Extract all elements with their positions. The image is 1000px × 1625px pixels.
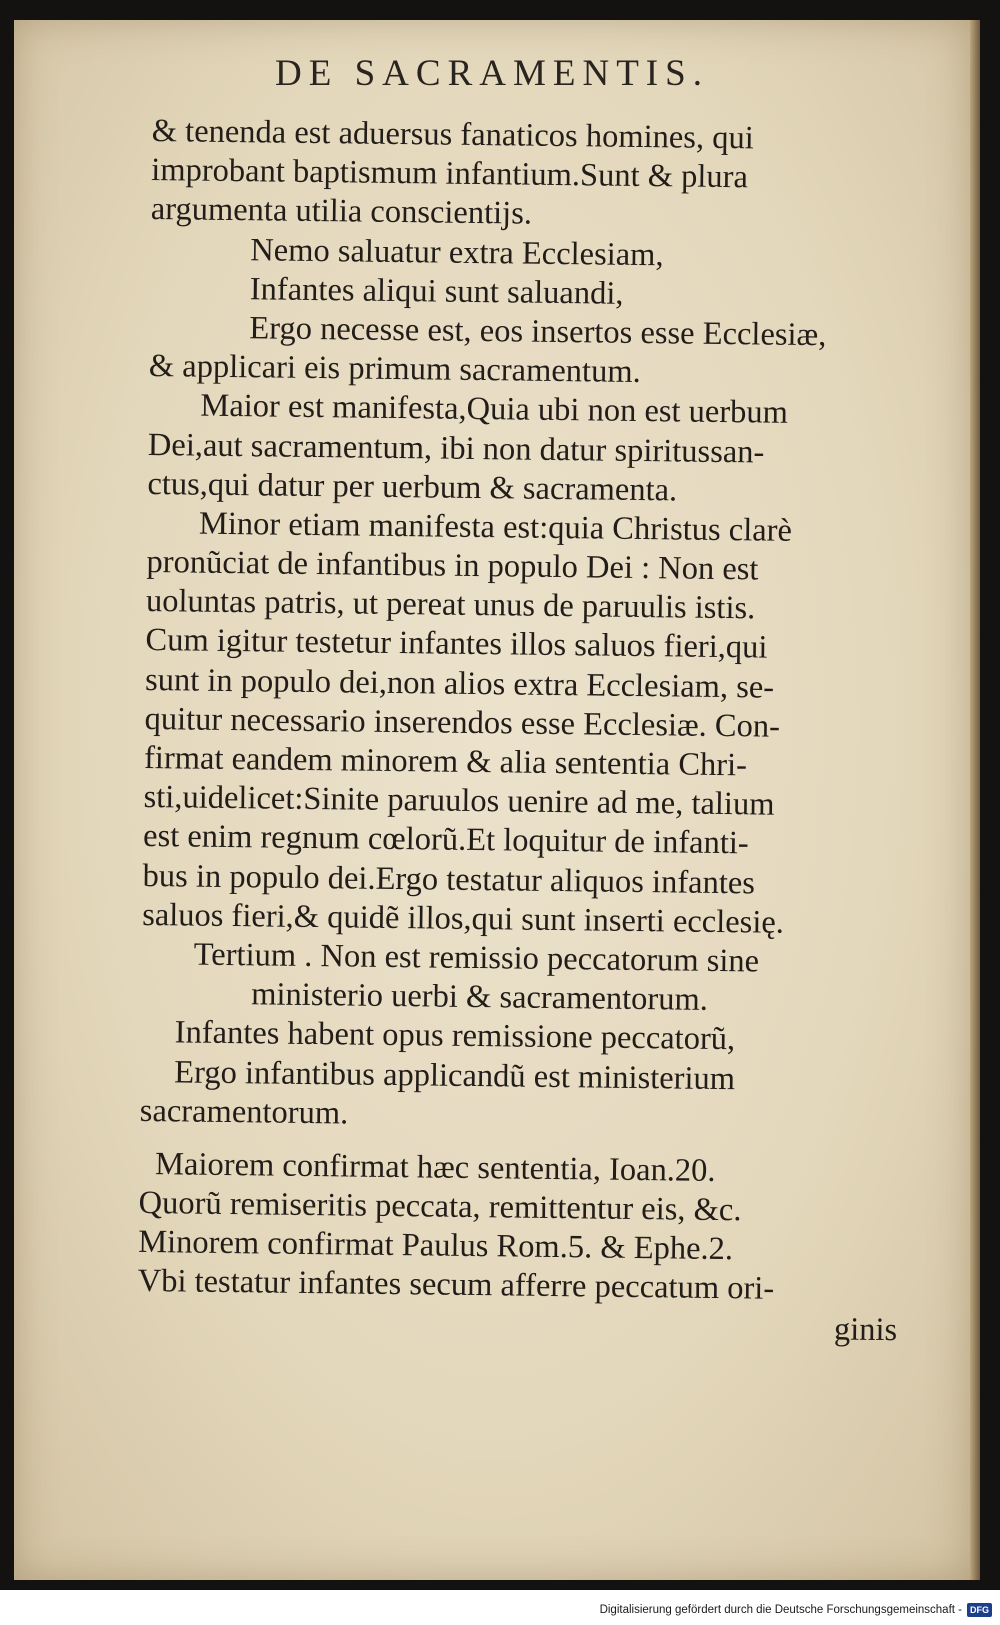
text-line: sti,uidelicet:Sinite paruulos uenire ad me, talium — [143, 779, 775, 823]
text-line: ministerio uerbi & sacramentorum. — [251, 976, 709, 1018]
book-page — [14, 20, 980, 1580]
text-line: Minor etiam manifesta est:quia Christus clarè — [198, 505, 793, 549]
text-line: Vbi testatur infantes secum afferre peccatum ori- — [137, 1263, 775, 1308]
text-line: pronũciat de infantibus in populo Dei : Non est — [146, 544, 759, 588]
text-line: Ergo necesse est, eos insertos esse Ecclesiæ, — [249, 310, 827, 354]
text-line: sacramentorum. — [139, 1092, 349, 1132]
text-line: Nemo saluatur extra Ecclesiam, — [250, 231, 664, 273]
text-line: & applicari eis primum sacramentum. — [148, 348, 641, 391]
text-line: improbant baptismum infantium.Sunt & plura — [151, 152, 749, 196]
credit-text: Digitalisierung gefördert durch die Deutsche Forschungsgemeinschaft - — [599, 1604, 962, 1616]
text-line: Infantes aliqui sunt saluandi, — [249, 270, 624, 312]
text-line: quitur necessario inserendos esse Ecclesiæ. Con- — [144, 700, 781, 745]
text-line: firmat eandem minorem & alia sententia Chri- — [143, 739, 748, 784]
text-line: est enim regnum cœlorũ.Et loquitur de infanti- — [142, 818, 749, 862]
text-line: sunt in populo dei,non alios extra Ecclesiam, se- — [144, 661, 775, 706]
text-line: uoluntas patris, ut pereat unus de paruulis istis. — [145, 583, 756, 627]
text-line: Dei,aut sacramentum, ibi non datur spiritussan- — [147, 426, 765, 471]
text-line: Maior est manifesta,Quia ubi non est uerbum — [200, 387, 789, 432]
text-line: & tenenda est aduersus fanaticos homines, qui — [151, 112, 754, 157]
dfg-logo: DFG — [967, 1603, 992, 1617]
text-line: saluos fieri,& quidẽ illos,qui sunt inserti ecclesię. — [141, 896, 785, 941]
text-line: Maiorem confirmat hæc sententia, Ioan.20. — [154, 1145, 716, 1189]
digitization-credit — [0, 1597, 1000, 1623]
body-text — [137, 112, 912, 1350]
catchword: ginis — [833, 1311, 898, 1348]
text-line: ctus,qui datur per uerbum & sacramenta. — [147, 465, 678, 509]
text-line: argumenta utilia conscientijs. — [150, 191, 533, 233]
text-line: Ergo infantibus applicandũ est ministerium — [174, 1053, 736, 1097]
text-line: Tertium . Non est remissio peccatorum sine — [193, 936, 760, 980]
page-edge — [970, 20, 980, 1580]
text-line: Infantes habent opus remissione peccatorũ, — [174, 1014, 736, 1058]
text-line: Minorem confirmat Paulus Rom.5. & Ephe.2. — [137, 1224, 734, 1268]
text-line: Cum igitur testetur infantes illos saluos fieri,qui — [145, 622, 768, 666]
running-head: DE SACRAMENTIS. — [275, 53, 709, 94]
text-line: bus in populo dei.Ergo testatur aliquos infantes — [142, 857, 756, 901]
text-line: Quorũ remiseritis peccata, remittentur eis, &c. — [138, 1184, 742, 1229]
